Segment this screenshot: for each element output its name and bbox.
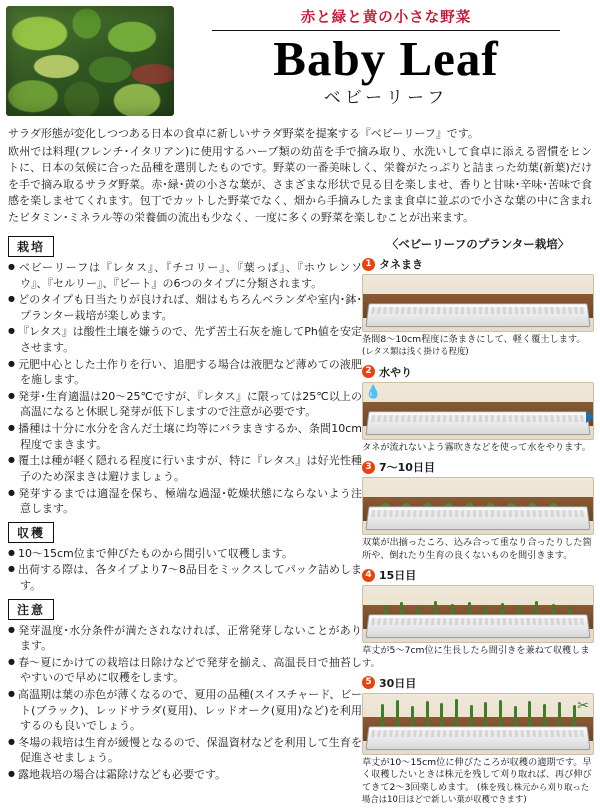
step-number-badge: 4 [362,569,375,582]
step-caption-note: (株を残し株元から刈り取った場合は10日ほどで新しい葉が収穫できます) [362,781,590,805]
list-item: ● ベビーリーフは『レタス』、『チコリー』、『葉っぱ』、『ホウレンソウ』、『セルリー』、『ビート』の6つのタイプに分類されます。 [8,260,362,291]
scissors-icon: ✂ [577,697,589,714]
step-header [362,364,594,380]
planter-illustration [362,382,594,440]
step-label: 30日目 [379,676,417,690]
section-heading-cultivation: 栽培 [8,236,54,257]
step-caption [362,334,594,359]
planter-illustration [362,274,594,332]
section-heading-harvest: 収穫 [8,522,54,543]
title-kana: ベビーリーフ [323,87,449,108]
planter-step-2 [362,364,594,454]
content-columns [0,232,600,812]
step-header [362,459,594,475]
planter-step-4 [362,567,594,670]
list-item: ● 発芽するまでは適湿を保ち、極端な過湿･乾燥状態にならないよう注意します。 [8,486,362,517]
step-header [362,567,594,583]
planter-panel-title: 〈ベビーリーフのプランター栽培〉 [386,237,570,251]
list-item: ● 覆土は種が軽く隠れる程度に行いますが、特に『レタス』は好光性種子のため深まきは避けましょう。 [8,453,362,484]
step-caption [362,537,594,562]
planter-box [365,726,590,750]
step-header [362,256,594,272]
list-item: ● 播種は十分に水分を含んだ土壌に均等にバラまきするか、条間10cm程度でまきます。 [8,421,362,452]
planter-step-3 [362,459,594,562]
list-item: ● 高温期は葉の赤色が薄くなるので、夏用の品種(スイスチャード、ビート(ブラック)、レッドサラダ(夏用)、レッドオーク(夏用)など)を利用するのも良いでしょう。 [8,687,362,734]
title-block [178,0,594,108]
step-caption-text: 条間8～10cm程度に条まきにして、軽く覆土します。 [362,334,586,345]
step-caption-text: 草丈が5～7cm位に生長したら間引きを兼ねて収穫します。 [362,645,590,669]
list-item: ● 出荷する際は、各タイプより7～8品目をミックスしてパック詰めします。 [8,562,362,593]
water-arrow-icon [586,411,594,423]
caution-list [8,623,362,783]
planter-step-1 [362,256,594,359]
list-item: ● 冬場の栽培は生育が緩慢となるので、保温資材などを利用して生育を促進させましょう。 [8,735,362,766]
step-caption-text: 草丈が10～15cm位に伸びたころが収穫の適期です。早く収穫したいときは株元を残して刈り取れば、再び伸びてきて2～3回楽しめます。 [362,756,592,793]
page-title: Baby Leaf [273,31,499,86]
planter-panel [362,232,600,812]
planter-step-5 [362,675,594,807]
list-item: ● 『レタス』は酸性土壌を嫌うので、先ず苦土石灰を施してPh値を安定させます。 [8,324,362,355]
planter-box [365,614,590,638]
section-heading-caution: 注意 [8,599,54,620]
step-caption [362,757,594,807]
step-number-badge: 2 [362,365,375,378]
list-item: ● 発芽･生育適温は20～25℃ですが、『レタス』に限っては25℃以上の高温になると休眠し発芽が低下しますので注意が必要です。 [8,389,362,420]
step-caption [362,645,594,670]
planter-illustration [362,693,594,755]
planter-box [365,303,590,327]
step-number-badge: 5 [362,676,375,689]
planter-illustration [362,585,594,643]
left-column [0,232,362,812]
list-item: ● 元肥中心とした土作りを行い、追肥する場合は液肥など薄めての液肥を施します。 [8,357,362,388]
step-header [362,675,594,691]
harvest-list [8,546,362,594]
intro-paragraph-1: サラダ形態が変化しつつある日本の食卓に新しいサラダ野菜を提案する『ベビーリーフ』です。 [8,127,479,140]
header-subtitle-red: 赤と緑と黄の小さな野菜 [300,10,472,26]
step-caption-text: 双葉が出揃ったころ、込み合って重なり合ったりした箇所や、倒れたり生育の良くないものを間引きます。 [362,537,592,561]
watering-can-icon: 💧 [365,384,382,400]
step-number-badge: 1 [362,258,375,271]
header [0,0,600,120]
step-label: 7～10日目 [379,461,435,475]
step-caption [362,442,594,454]
planter-box [365,411,590,435]
step-caption-text: タネが流れないよう霧吹きなどを使って水をやります。 [362,441,591,453]
cultivation-list [8,260,362,517]
step-label: 15日目 [379,569,417,583]
intro-paragraph-2: 欧州では料理(フレンチ･イタリアン)に使用するハーブ類の幼苗を手で摘み取り、水洗いして食卓に添える習慣をヒントに、日本の気候に合った品種を選別したものです。野菜の一番美味しく、栄養がたっぷりと詰まった幼葉(新葉)だけを手で摘み取るサラダ野菜。赤･緑･黄の小さな葉が、さまざまな形状で見る目を楽しませ、香りと甘味･辛味･苦味で食感を楽しませてくれます。包丁でカットした野菜でなく、畑から手摘みしたまま食卓に並ぶので小さな葉の中に含まれたビタミン･ミネラル等の栄養価の流出も少なく、一度に多くの野菜を楽しむことが出来ます。 [8,144,592,224]
list-item: ● 発芽温度･水分条件が満たされなければ、正常発芽しないことがあります。 [8,623,362,654]
list-item: ● 10～15cm位まで伸びたものから間引いて収穫します。 [8,546,362,562]
step-number-badge: 3 [362,461,375,474]
list-item: ● どのタイプも日当たりが良ければ、畑はもちろんベランダや室内･鉢･プランター栽培が楽しめます。 [8,292,362,323]
list-item: ● 露地栽培の場合は霜除けなども必要です。 [8,767,362,783]
step-caption-note: (レタス類は浅く掛ける程度) [362,346,469,357]
baby-leaf-salad-photo [6,6,174,116]
planter-box [365,506,590,530]
intro-text [8,126,592,226]
list-item: ● 春～夏にかけての栽培は日除けなどで発芽を揃え、高温長日で抽苔しやすいので早めに収穫をします。 [8,655,362,686]
step-label: タネまき [379,258,423,271]
planter-illustration [362,477,594,535]
step-label: 水やり [379,365,412,379]
